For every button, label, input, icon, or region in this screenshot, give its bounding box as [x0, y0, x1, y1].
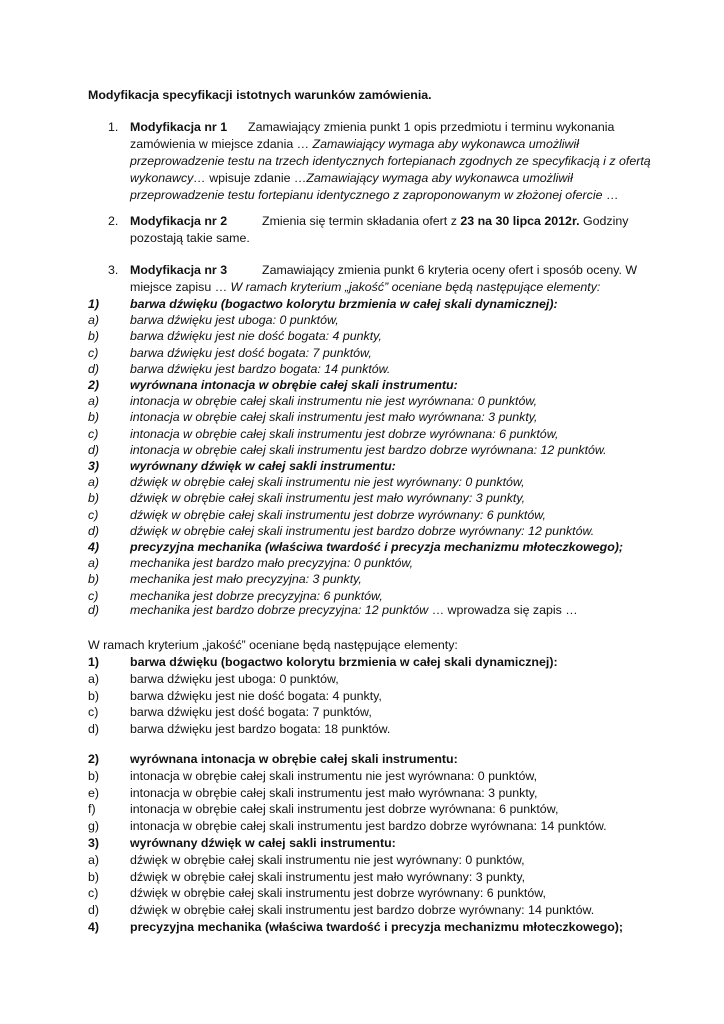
list-item: barwa dźwięku jest dość bogata: 7 punktów, — [130, 345, 372, 360]
list-marker: c) — [88, 426, 99, 441]
list-heading: wyrównany dźwięk w całej sakli instrumentu: — [130, 459, 396, 473]
list-item: dźwięk w obrębie całej skali instrumentu jest bardzo dobrze wyrównany: 12 punktów. — [130, 523, 595, 538]
list-marker: d) — [88, 361, 100, 376]
list-marker: 4) — [88, 540, 100, 554]
list-marker: 3) — [88, 459, 100, 473]
list-marker: f) — [88, 802, 96, 817]
list-item: dźwięk w obrębie całej skali instrumentu nie jest wyrównany: 0 punktów, — [130, 475, 525, 490]
old-last-text2: … wprowadza się zapis … — [431, 603, 578, 617]
list-marker: d) — [88, 523, 100, 538]
list-marker: c) — [88, 886, 99, 901]
list-heading: barwa dźwięku (bogactwo kolorytu brzmienia w całej skali dynamicznej): — [130, 655, 558, 669]
list-item: barwa dźwięku jest bardzo bogata: 18 punktów. — [130, 722, 391, 737]
list-item: barwa dźwięku jest nie dość bogata: 4 punkty, — [130, 329, 382, 344]
list-item: intonacja w obrębie całej skali instrumentu jest dobrze wyrównana: 6 punktów, — [130, 426, 559, 441]
m1-line1 — [130, 119, 614, 136]
m2-text1a: Zmienia się termin składania ofert z — [262, 214, 457, 228]
old-last-text1: mechanika jest bardzo dobrze precyzyjna: 12 punktów — [130, 603, 429, 617]
m1-line2 — [130, 136, 579, 153]
list-item: mechanika jest bardzo mało precyzyjna: 0 punktów, — [130, 556, 414, 571]
list-heading: wyrównany dźwięk w całej sakli instrumentu: — [130, 836, 396, 850]
list-item: dźwięk w obrębie całej skali instrumentu jest mało wyrównany: 3 punkty, — [130, 869, 526, 884]
list-marker: b) — [88, 329, 100, 344]
list-marker: 2) — [88, 378, 100, 392]
list-marker: g) — [88, 819, 100, 834]
list-item: barwa dźwięku jest uboga: 0 punktów, — [130, 671, 339, 686]
m1-text5b: … — [605, 188, 619, 202]
list-marker: c) — [88, 588, 99, 603]
m3-number: 3. — [108, 263, 119, 277]
m2-date: 23 na 30 lipca 2012r. — [460, 214, 580, 228]
m2-line2: pozostają takie same. — [130, 231, 250, 245]
list-marker: 3) — [88, 836, 100, 850]
list-marker: 1) — [88, 655, 100, 669]
list-marker: a) — [88, 313, 100, 328]
m2-line1 — [130, 213, 628, 230]
list-marker: a) — [88, 852, 100, 867]
list-marker: b) — [88, 768, 100, 783]
list-heading: wyrównana intonacja w obrębie całej skali instrumentu: — [130, 752, 458, 766]
list-heading: precyzyjna mechanika (właściwa twardość i precyzja mechanizmu młoteczkowego); — [130, 920, 624, 934]
list-marker: e) — [88, 785, 100, 800]
old-last-item — [130, 602, 578, 619]
m1-text1: Zamawiający zmienia punkt 1 opis przedmiotu i terminu wykonania — [248, 120, 615, 134]
list-marker: c) — [88, 345, 99, 360]
list-item: intonacja w obrębie całej skali instrumentu jest bardzo dobrze wyrównana: 14 punktów. — [130, 819, 607, 834]
m2-number: 2. — [108, 214, 119, 228]
list-item: intonacja w obrębie całej skali instrumentu jest mało wyrównana: 3 punkty, — [130, 785, 538, 800]
list-marker: b) — [88, 869, 100, 884]
list-item: intonacja w obrębie całej skali instrumentu nie jest wyrównana: 0 punktów, — [130, 768, 538, 783]
list-item: barwa dźwięku jest bardzo bogata: 14 punktów. — [130, 361, 391, 376]
list-marker: a) — [88, 475, 100, 490]
m1-text2a: zamówienia w miejsce zdania … — [130, 137, 310, 151]
m2-text1c: Godziny — [582, 214, 629, 228]
list-item: intonacja w obrębie całej skali instrumentu jest dobrze wyrównana: 6 punktów, — [130, 802, 559, 817]
m1-text2b: Zamawiający wymaga aby wykonawca umożliwił — [312, 137, 580, 151]
list-item: dźwięk w obrębie całej skali instrumentu jest dobrze wyrównany: 6 punktów, — [130, 886, 546, 901]
list-item: dźwięk w obrębie całej skali instrumentu jest dobrze wyrównany: 6 punktów, — [130, 507, 546, 522]
list-marker: b) — [88, 491, 100, 506]
list-item: barwa dźwięku jest nie dość bogata: 4 punkty, — [130, 688, 382, 703]
m1-text4a: wykonawcy… — [130, 171, 206, 185]
m1-text5a: przeprowadzenie testu fortepianu identycznego z zaproponowanym w złożonej ofercie — [130, 188, 603, 202]
list-marker: d) — [88, 903, 100, 918]
list-marker: 4) — [88, 920, 100, 934]
list-item: intonacja w obrębie całej skali instrumentu jest mało wyrównana: 3 punkty, — [130, 410, 538, 425]
m3-text2b: W ramach kryterium „jakość” oceniane będą następujące elementy: — [230, 280, 601, 294]
m1-line4 — [130, 170, 573, 187]
document-title: Modyfikacja specyfikacji istotnych warunków zamówienia. — [88, 88, 432, 102]
list-marker: a) — [88, 671, 100, 686]
list-marker: 1) — [88, 297, 100, 311]
m2-label: Modyfikacja nr 2 — [130, 214, 228, 228]
list-item: barwa dźwięku jest uboga: 0 punktów, — [130, 313, 339, 328]
m1-text4b: wpisuje zdanie … — [209, 171, 307, 185]
m1-line3: przeprowadzenie testu na trzech identycznych fortepianach zgodnych ze specyfikacją i z ofertą — [130, 154, 651, 168]
list-item: dźwięk w obrębie całej skali instrumentu jest bardzo dobrze wyrównany: 14 punktów. — [130, 903, 595, 918]
m1-text4c: Zamawiający wymaga aby wykonawca umożliwił — [306, 171, 573, 185]
m3-line2 — [130, 279, 600, 296]
list-item: dźwięk w obrębie całej skali instrumentu nie jest wyrównany: 0 punktów, — [130, 852, 525, 867]
list-item: dźwięk w obrębie całej skali instrumentu jest mało wyrównany: 3 punkty, — [130, 491, 526, 506]
list-marker: d) — [88, 442, 100, 457]
list-item: mechanika jest mało precyzyjna: 3 punkty, — [130, 572, 362, 587]
list-marker: b) — [88, 410, 100, 425]
list-item: intonacja w obrębie całej skali instrumentu nie jest wyrównana: 0 punktów, — [130, 394, 538, 409]
list-marker: c) — [88, 705, 99, 720]
m3-line1 — [130, 262, 637, 279]
list-heading: wyrównana intonacja w obrębie całej skali instrumentu: — [130, 378, 458, 392]
list-marker: b) — [88, 572, 100, 587]
list-heading: precyzyjna mechanika (właściwa twardość i precyzja mechanizmu młoteczkowego); — [130, 540, 624, 554]
list-marker: a) — [88, 556, 100, 571]
list-item: intonacja w obrębie całej skali instrumentu jest bardzo dobrze wyrównana: 12 punktów. — [130, 442, 607, 457]
list-marker: 2) — [88, 752, 100, 766]
m1-number: 1. — [108, 120, 119, 134]
list-item: mechanika jest dobrze precyzyjna: 6 punktów, — [130, 588, 383, 603]
list-marker: d) — [88, 722, 100, 737]
m3-text1: Zamawiający zmienia punkt 6 kryteria oceny ofert i sposób oceny. W — [262, 263, 638, 277]
m3-text2a: miejsce zapisu … — [130, 280, 228, 294]
m3-label: Modyfikacja nr 3 — [130, 263, 228, 277]
list-marker: b) — [88, 688, 100, 703]
old-last-marker: d) — [88, 603, 100, 617]
m1-label: Modyfikacja nr 1 — [130, 120, 228, 134]
list-marker: c) — [88, 507, 99, 522]
m1-line5 — [130, 187, 618, 204]
new-intro: W ramach kryterium „jakość” oceniane będą następujące elementy: — [88, 638, 458, 652]
list-heading: barwa dźwięku (bogactwo kolorytu brzmienia w całej skali dynamicznej): — [130, 297, 558, 311]
list-item: barwa dźwięku jest dość bogata: 7 punktów, — [130, 705, 372, 720]
list-marker: a) — [88, 394, 100, 409]
